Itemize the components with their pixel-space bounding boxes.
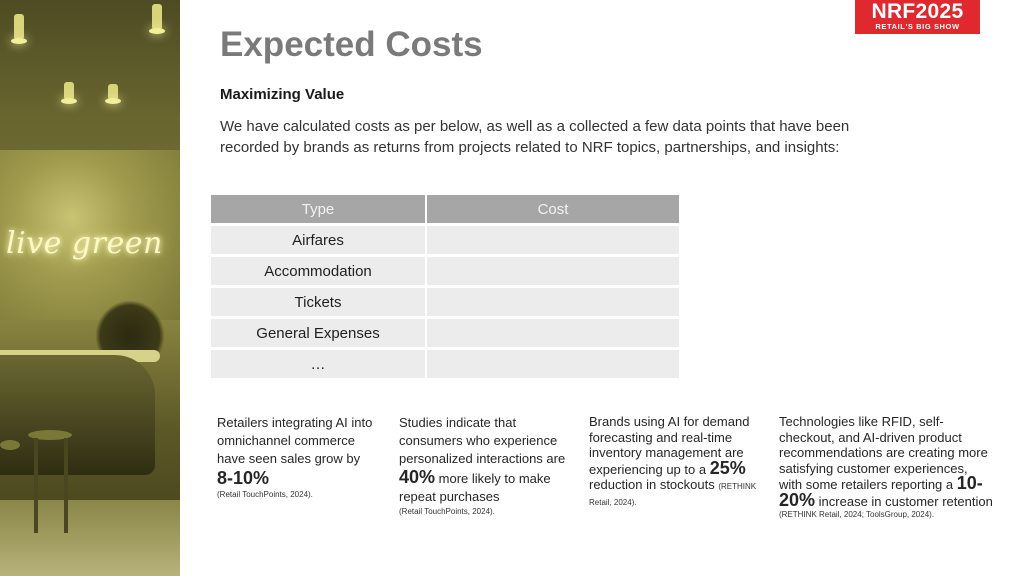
table-row [211,350,681,381]
pendant-lamp-icon [108,84,118,100]
stool-leg [34,438,38,533]
floor [0,500,180,576]
logo-tagline: RETAIL'S BIG SHOW [875,22,960,31]
cell-cost [427,257,681,288]
stool-leg [64,438,68,533]
column-header-type: Type [211,195,427,226]
cell-type: Airfares [211,226,427,257]
stat-text-line [779,414,994,509]
cell-cost [427,319,681,350]
table-row [211,288,681,319]
stat-text-line [399,414,571,506]
table-row [211,257,681,288]
stat-text-after: increase in customer retention [818,493,993,509]
stat-highlight: 8-10% [217,468,270,488]
stat-block-repeat-purchases [399,414,571,518]
stat-text-line [589,414,761,509]
table-row [211,226,681,257]
cell-type: … [211,350,427,381]
page-title: Expected Costs [220,25,483,64]
stat-block-sales-growth [217,414,382,501]
stat-source: (Retail TouchPoints, 2024). [217,490,313,499]
stat-block-stockouts [589,414,761,509]
stat-source: (RETHINK Retail, 2024; ToolsGroup, 2024). [779,510,935,519]
stat-source: (RETHINK Retail, 2024). [589,482,757,507]
pendant-lamp-icon [64,82,74,100]
cell-cost [427,226,681,257]
stat-text: Technologies like RFID, self-checkout, and AI-driven product recommendations are creating more satisfying customer experiences, with some retailers reporting a [779,414,988,492]
pendant-lamp-icon [14,14,24,40]
stat-text: Studies indicate that consumers who experience personalized interactions are [399,415,566,466]
stat-highlight: 25% [709,457,746,478]
stat-highlight: 40% [399,467,436,487]
store-photo [0,0,180,576]
stat-block-retention [779,414,994,521]
stat-text-after: reduction in stockouts [589,477,715,492]
cell-cost [427,350,681,381]
stool-icon [0,440,20,450]
stat-text-after: more likely to make repeat purchases [399,471,551,504]
nrf-logo [855,0,980,34]
column-header-cost: Cost [427,195,681,226]
counter [0,355,155,475]
table-row [211,319,681,350]
cost-table [211,195,681,381]
section-subtitle: Maximizing Value [220,86,345,103]
stat-source: (Retail TouchPoints, 2024). [399,507,495,516]
cell-type: Accommodation [211,257,427,288]
stat-highlight: 10-20% [779,473,983,510]
stat-text: Brands using AI for demand forecasting and real-time inventory management are experiencing up to a [589,414,750,477]
table-header-row [211,195,681,226]
stat-text: Retailers integrating AI into omnichannel commerce have seen sales grow by [217,415,373,466]
cell-cost [427,288,681,319]
cell-type: General Expenses [211,319,427,350]
cell-type: Tickets [211,288,427,319]
pendant-lamp-icon [152,4,162,30]
logo-brand: NRF2025 [871,0,964,23]
intro-paragraph: We have calculated costs as per below, as well as a collected a few data points that have been recorded by brands as returns from projects related to NRF topics, partnerships, and insights: [220,118,850,156]
neon-sign: live green [6,226,163,261]
